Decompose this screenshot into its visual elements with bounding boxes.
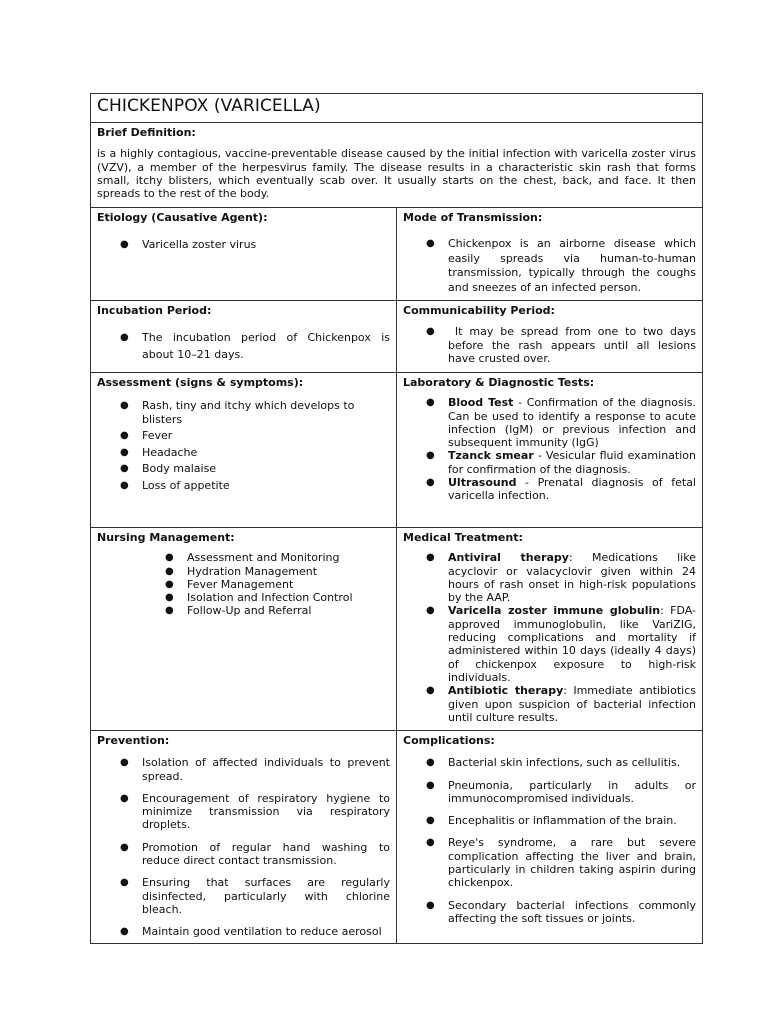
list-item: ● Tzanck smear - Vesicular fluid examination for confirmation of the diagnosis. [426,449,696,476]
lab-tests-list [403,396,696,502]
medical-cell [397,528,703,731]
communicability-cell [397,301,703,373]
transmission-cell [397,208,703,301]
list-item: ● Loss of appetite [120,478,230,492]
definition-heading: Brief Definition: [97,126,196,139]
document-page [90,93,702,944]
complications-heading: Complications: [403,734,495,747]
list-item: ● Antibiotic therapy: Immediate antibiotics given upon suspicion of bacterial infection until culture results. [426,684,696,724]
transmission-list [403,237,696,295]
list-item: ● The incubation period of Chickenpox is about 10–21 days. [120,331,390,362]
list-item: ● Chickenpox is an airborne disease which easily spreads via human-to-human transmission, typically through the coughs and sneezes of an infected person. [426,237,696,294]
lab-tests-heading: Laboratory & Diagnostic Tests: [403,376,595,389]
assessment-cell [91,373,397,528]
list-item: ● Ultrasound - Prenatal diagnosis of fetal varicella infection. [426,476,696,503]
list-item: ● Secondary bacterial infections commonly affecting the soft tissues or joints. [426,898,696,925]
definition-text: is a highly contagious, vaccine-preventable disease caused by the initial infection with varicella zoster virus (VZV), a member of the herpesvirus family. The disease results in a characteristic skin rash that forms small, itchy blisters, which eventually scab over. It usually starts on the chest, back, and face. It then spreads to the rest of the body. [97,147,696,201]
list-item: ● Body malaise [120,462,217,476]
communicability-list [403,325,700,365]
list-item: ● Varicella zoster virus [120,238,257,252]
incubation-list [97,329,390,363]
list-item: ● Pneumonia, particularly in adults or immunocompromised individuals. [426,778,696,805]
etiology-heading: Etiology (Causative Agent): [97,211,268,224]
list-item: ● Reye's syndrome, a rare but severe complication affecting the liver and brain, particularly in children taking aspirin during chickenpox. [426,836,696,890]
list-item: ● Encouragement of respiratory hygiene to minimize transmission via respiratory droplets. [120,791,390,832]
list-item: ● Varicella zoster immune globulin: FDA-approved immunoglobulin, like VariZIG, reducing complications and mortality if administered within 10 days (ideally 4 days) of chickenpox exposure to high-risk individuals. [426,604,696,684]
list-item: ● Fever Management [165,577,294,591]
list-item: ● Hydration Management [165,564,318,578]
list-item: ● Ensuring that surfaces are regularly disinfected, particularly with chlorine bleach. [120,876,390,916]
assessment-heading: Assessment (signs & symptoms): [97,376,304,389]
etiology-list [97,238,390,251]
list-item: ● Fever [120,429,173,443]
list-item: ● It may be spread from one to two days before the rash appears until all lesions have crusted over. [426,325,700,365]
incubation-cell [91,301,397,373]
communicability-heading: Communicability Period: [403,304,555,317]
assessment-list [97,399,390,492]
lab-tests-cell [397,373,703,528]
medical-list [403,551,696,724]
list-item: ● Blood Test - Confirmation of the diagnosis. Can be used to identify a response to acute infection (IgM) or previous infection and subsequent immunity (IgG) [426,396,696,450]
transmission-heading: Mode of Transmission: [403,211,543,224]
list-item: ● Isolation of affected individuals to prevent spread. [120,756,390,783]
etiology-cell [91,208,397,301]
prevention-list [97,756,390,938]
prevention-heading: Prevention: [97,734,170,747]
definition-cell [91,123,703,208]
list-item: ● Follow-Up and Referral [165,604,312,618]
nursing-cell [91,528,397,731]
chickenpox-table [90,93,703,944]
incubation-heading: Incubation Period: [97,304,212,317]
list-item: ● Rash, tiny and itchy which develops to blisters [120,399,355,426]
nursing-list [97,551,390,617]
list-item: ● Isolation and Infection Control [165,591,353,605]
list-item: ● Promotion of regular hand washing to reduce direct contact transmission. [120,840,390,868]
nursing-heading: Nursing Management: [97,531,235,544]
list-item: ● Antiviral therapy: Medications like acyclovir or valacyclovir given within 24 hours of rash onset in high-risk populations by the AAP. [426,551,696,605]
list-item: ● Maintain good ventilation to reduce aerosol [120,925,382,939]
medical-heading: Medical Treatment: [403,531,523,544]
list-item: ● Encephalitis or inflammation of the brain. [426,814,677,828]
complications-list [403,756,696,925]
list-item: ● Headache [120,445,198,459]
list-item: ● Assessment and Monitoring [165,551,340,565]
page-title: CHICKENPOX (VARICELLA) [91,94,703,123]
prevention-cell [91,731,397,944]
complications-cell [397,731,703,944]
list-item: ● Bacterial skin infections, such as cellulitis. [426,756,681,770]
